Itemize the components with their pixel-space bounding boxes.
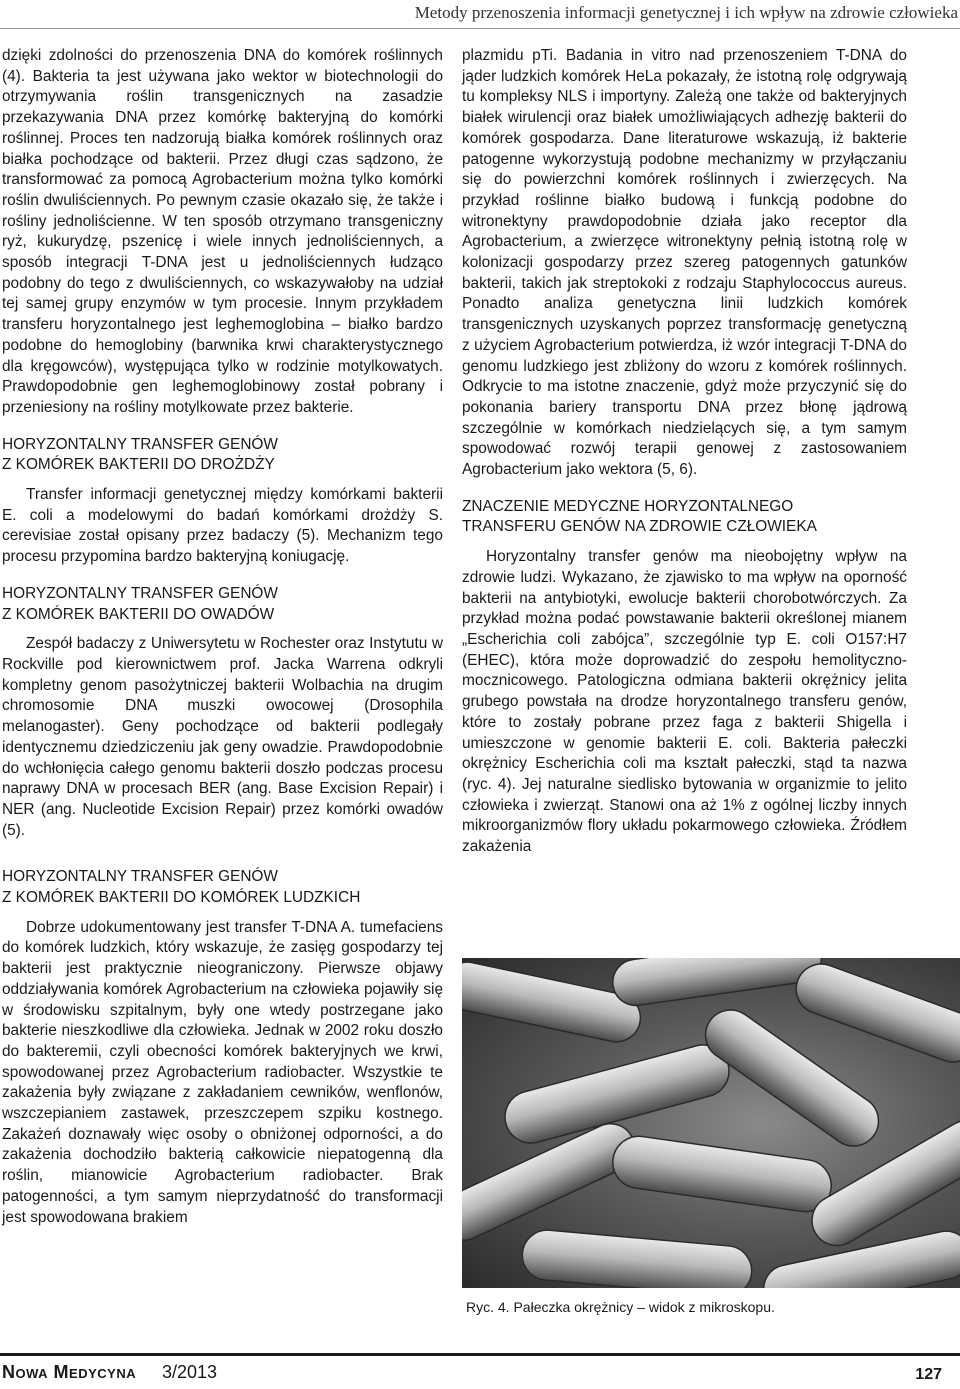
figure-caption: Ryc. 4. Pałeczka okrężnicy – widok z mikroskopu. [466,1299,775,1315]
heading-line: Z KOMÓREK BAKTERII DO KOMÓREK LUDZKICH [2,889,361,907]
right-column [462,46,907,858]
paragraph: Transfer informacji genetycznej między komórkami bakterii E. coli a modelowymi do badań komórkami drożdży S. cerevisiae został opisany przez badaczy (5). Mechanizm tego procesu przypomina bardzo bakteryjną koniugację. [2,486,443,566]
journal-name: Nowa Medycyna [2,1362,137,1382]
heading-line: Z KOMÓREK BAKTERII DO DROŻDŻY [2,456,275,474]
issue-number: 3/2013 [162,1362,218,1382]
running-title: Metody przenoszenia informacji genetycznej i ich wpływ na zdrowie człowieka [414,3,958,22]
heading-line: HORYZONTALNY TRANSFER GENÓW [2,435,278,453]
heading-line: Z KOMÓREK BAKTERII DO OWADÓW [2,605,275,623]
paragraph: plazmidu pTi. Badania in vitro nad przenoszeniem T-DNA do jąder ludzkich komórek HeLa pokazały, że istotną rolę odgrywają tu kompleksy NLS i importyny. Zależą one także od bakteryjnych białek wirulencji oraz białek umożliwiających adhezję bakterii do komórek gospodarza. Dane literaturowe wskazują, iż bakterie patogenne wykorzystują podobne mechanizmy w przyłączaniu się do powierzchni komórek roślinnych i zwierzęcych. Na przykład roślinne białko budową i funkcją podobne do witronektyny prawdopodobnie działa jako receptor dla Agrobacterium, a zwierzęce witronektyny pełnią istotną rolę w kolonizacji gospodarzy przez szereg patogennych gatunków bakterii, takich jak streptokoki z rodzaju Staphylococcus aureus. Ponadto analiza genetyczna linii ludzkich komórek transgenicznych uzyskanych poprzez transformację genetyczną z użyciem Agrobacterium potwierdza, iż wzór integracji T-DNA do genomu ludzkiego jest zbliżony do wzoru z komórek roślinnych. Odkrycie to ma istotne znaczenie, gdyż może przyczynić się do pokonania bariery transportu DNA przez błonę jądrową szczególnie w komórkach niedzielących się, a tym samym spowodować rozwój terapii genowej z zastosowaniem Agrobacterium jako wektora (5, 6). [462,47,907,479]
footer-rule [0,1353,960,1356]
section-heading [2,435,443,476]
microscope-photo [462,958,960,1288]
section-heading [462,497,907,538]
heading-line: TRANSFERU GENÓW NA ZDROWIE CZŁOWIEKA [462,518,817,536]
page-header [0,0,960,30]
heading-line: HORYZONTALNY TRANSFER GENÓW [2,868,278,886]
heading-line: HORYZONTALNY TRANSFER GENÓW [2,584,278,602]
paragraph: Horyzontalny transfer genów ma nieobojętny wpływ na zdrowie ludzi. Wykazano, że zjawisko to ma wpływ na oporność bakterii na antybiotyki, ewolucje bakterii chorobotwórczych. Za przykład można podać powstawanie bakterii określonej mianem „Escherichia coli zabójca”, szczególnie typ E. coli O157:H7 (EHEC), która może doprowadzić do zespołu hemolityczno-mocznicowego. Patologiczna odmiana bakterii okrężnicy jelita grubego powstała na drodze horyzontalnego transferu genów, które to zostały pobrane przez faga z bakterii Shigella i umieszczone w genomie bakterii E. coli. Bakteria pałeczki okrężnicy Escherichia coli ma kształt pałeczki, stąd ta nazwa (ryc. 4). Jej naturalne siedlisko bytowania w organizmie to jelito człowieka i zwierząt. Stanowi ona aż 1% z ogólnej liczby innych mikroorganizmów flory układu pokarmowego człowieka. Źródłem zakażenia [462,548,907,856]
left-column [2,46,443,1228]
bacteria-illustration [462,958,960,1288]
heading-line: ZNACZENIE MEDYCZNE HORYZONTALNEGO [462,497,794,515]
section-heading [2,584,443,625]
paragraph: dzięki zdolności do przenoszenia DNA do komórek roślinnych (4). Bakteria ta jest używana jako wektor w biotechnologii do otrzymywania roślin transgenicznych na zasadzie przekazywania DNA przez komórkę bakteryjną do komórki roślinnej. Proces ten nadzorują białka komórek roślinnych oraz białka pochodzące od bakterii. Przez długi czas sądzono, że transformować za pomocą Agrobacterium można tylko komórki roślin dwuliściennych. Po pewnym czasie okazało się, że także i rośliny jednoliścienne. W ten sposób otrzymano transgeniczny ryż, kukurydzę, pszenicę i wiele innych jednoliściennych, a sposób integracji T-DNA jest u jednoliściennych łudząco podobny do tego z dwuliściennych, co wskazywałoby na udział tej samej grupy enzymów w tym procesie. Innym przykładem transferu horyzontalnego jest leghemoglobina – białko bardzo podobne do hemoglobiny (barwnika krwi charakterystycznego dla kręgowców), występująca tylko w rodzinie motylkowatych. Prawdopodobnie gen leghemoglobinowy został pobrany i przeniesiony na rośliny motylkowate przez bakterie. [2,47,443,416]
paragraph: Dobrze udokumentowany jest transfer T-DNA A. tumefaciens do komórek ludzkich, który wskazuje, że zasięg gospodarzy tej bakterii jest praktycznie nieograniczony. Pierwsze objawy oddziaływania komórek Agrobacterium na człowieka pojawiły się w środowisku szpitalnym, były one wtedy postrzegane jako bakterie nieszkodliwe dla człowieka. Jednak w 2002 roku doszło do bakteremii, czyli obecności komórek bakteryjnych we krwi, spowodowanej przez Agrobacterium radiobacter. Wszystkie te zakażenia były związane z zakładaniem cewników, wenflonów, wszczepianiem zastawek, przeszczepem szpiku kostnego. Zakażeń doznawały więc osoby o obniżonej odporności, a do zakażenia dochodziło bakterią całkowicie niepatogenną dla roślin, mianowicie Agrobacterium radiobacter. Brak patogenności, a tym samym nieprzydatność do transformacji jest spowodowana brakiem [2,918,443,1226]
section-heading [2,867,443,908]
header-rule [0,28,960,29]
paragraph: Zespół badaczy z Uniwersytetu w Rochester oraz Instytutu w Rockville pod kierownictwem prof. Jacka Warrena odkryli kompletny genom pasożytniczej bakterii Wolbachia na drugim chromosomie DNA muszki owocowej (Drosophila melanogaster). Geny pochodzące od bakterii podlegały identycznemu dziedziczeniu jak geny owadzie. Prawdopodobnie do wchłonięcia całego genomu bakterii doszło podczas procesu naprawy DNA w procesach BER (ang. Base Excision Repair) i NER (ang. Nucleotide Excision Repair) przez komórki owadów (5). [2,635,443,839]
page-number: 127 [915,1366,942,1383]
